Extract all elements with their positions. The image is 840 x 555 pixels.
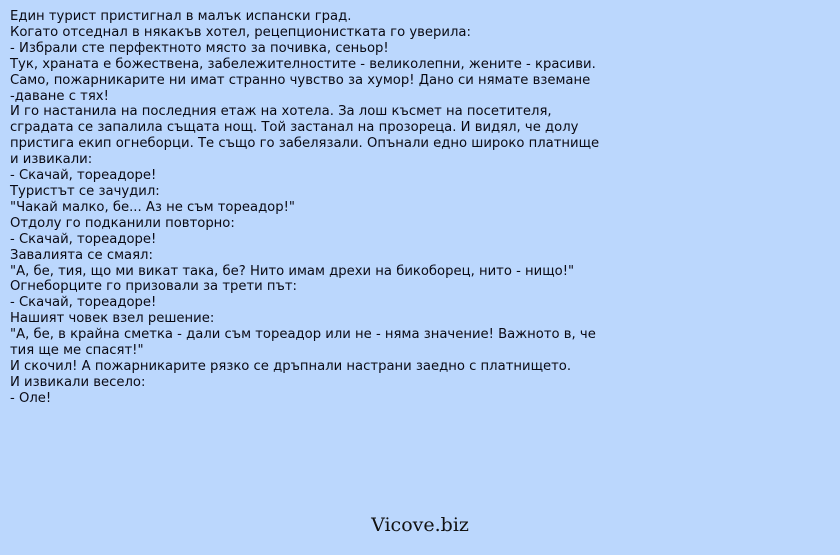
story-line: - Скачай, тореадоре!: [10, 295, 157, 311]
story-line: Отдолу го подканили повторно:: [10, 215, 235, 231]
joke-text: [10, 9, 600, 407]
story-line: Когато отседнал в някакъв хотел, рецепционистката го уверила:: [10, 24, 471, 40]
story-line: "А, бе, в крайна сметка - дали съм тореадор или не - няма значение! Важното в, че тия ще ме спасят!": [10, 327, 596, 359]
story-line: Нашият човек взел решение:: [10, 311, 215, 327]
story-line: И го настанила на последния етаж на хотела. За лош късмет на посетителя, сградата се запалила същата нощ. Той застанал на прозореца. И видял, че долу пристига екип огнеборци. Те също го забелязали. Опънали едно широко платнище и извикали:: [10, 104, 600, 168]
story-line: - Скачай, тореадоре!: [10, 168, 157, 184]
story-line: - Оле!: [10, 390, 52, 406]
story-line: "Чакай малко, бе... Аз не съм тореадор!": [10, 199, 295, 215]
story-line: - Скачай, тореадоре!: [10, 231, 157, 247]
story-line: - Избрали сте перфектното място за почивка, сеньор!: [10, 40, 389, 56]
story-line: И скочил! А пожарникарите рязко се дръпнали настрани заедно с платнището.: [10, 358, 572, 374]
site-name: Vicove.biz: [371, 514, 469, 536]
story-line: Завалията се смаял:: [10, 247, 153, 263]
site-footer: [0, 514, 840, 536]
story-line: Тук, храната е божествена, забележителностите - великолепни, жените - красиви. Само, пожарникарите ни имат странно чувство за хумор! Дано си нямате вземане -даване с тях!: [10, 56, 596, 104]
story-line: Огнеборците го призовали за трети път:: [10, 279, 297, 295]
story-line: Един турист пристигнал в малък испански град.: [10, 9, 352, 24]
story-line: Туристът се зачудил:: [10, 183, 160, 199]
story-line: "А, бе, тия, що ми викат така, бе? Нито имам дрехи на бикоборец, нито - нищо!": [10, 263, 575, 279]
story-line: И извикали весело:: [10, 374, 146, 390]
